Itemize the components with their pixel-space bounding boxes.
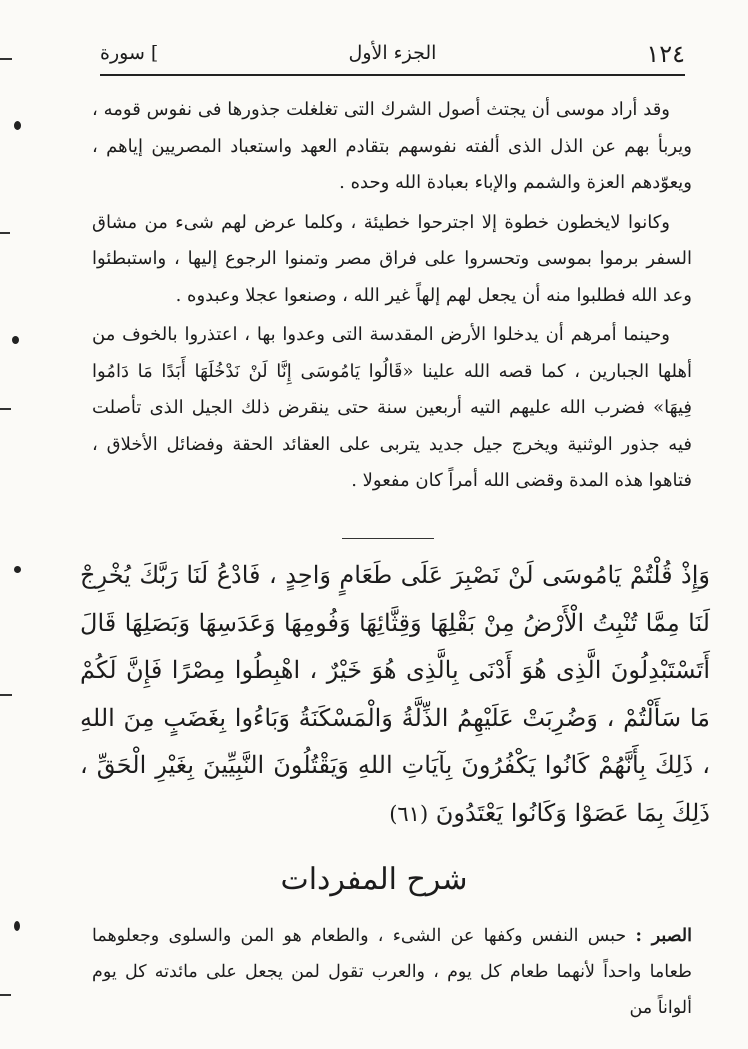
header-rule [100, 74, 685, 76]
scan-speck [14, 121, 21, 130]
commentary-paragraph-3: وحينما أمرهم أن يدخلوا الأرض المقدسة التى وعدوا بها ، اعتذروا بالخوف من أهلها الجبارين ، كما قصه الله علينا «قَالُوا يَامُوسَى إِنَّا لَنْ نَدْخُلَهَا أَبَدًا مَا دَامُوا فِيهَا» فضرب الله عليهم التيه أربعين سنة حتى ينقرض ذلك الجيل الذى تأصلت فيه جذور الوثنية ويخرج جيل جديد يتربى على العقائد الحقة وفضائل الأخلاق ، فتاهوا هذه المدة وقضى الله أمراً كان مفعولا . [92, 324, 692, 491]
scan-speck [14, 566, 21, 573]
verse-text: وَإِذْ قُلْتُمْ يَامُوسَى لَنْ نَصْبِرَ عَلَى طَعَامٍ وَاحِدٍ ، فَادْعُ لَنَا رَبَّكَ يُخْرِجْ لَنَا مِمَّا تُنْبِتُ الْأَرْضُ مِنْ بَقْلِهَا وَقِثَّائِهَا وَفُومِهَا وَعَدَسِهَا وَبَصَلِهَا قَالَ أَتَسْتَبْدِلُونَ الَّذِى هُوَ أَدْنَى بِالَّذِى هُوَ خَيْرٌ ، اهْبِطُوا مِصْرًا فَإِنَّ لَكُمْ مَا سَأَلْتُمْ ، وَضُرِبَتْ عَلَيْهِمُ الذِّلَّةُ وَالْمَسْكَنَةُ وَبَاءُوا بِغَضَبٍ مِنَ اللهِ ، ذَلِكَ بِأَنَّهُمْ كَانُوا يَكْفُرُونَ بِآيَاتِ اللهِ وَيَقْتُلُونَ النَّبِيِّينَ بِغَيْرِ الْحَقِّ ، ذَلِكَ بِمَا عَصَوْا وَكَانُوا يَعْتَدُونَ [80, 561, 710, 827]
definitions-text [92, 918, 692, 1026]
definition-term: الصبر : [635, 926, 693, 946]
scan-mark [0, 994, 11, 996]
commentary-paragraph-2: وكانوا لايخطون خطوة إلا اجترحوا خطيئة ، وكلما عرض لهم شىء من مشاق السفر برموا بموسى وتحسروا على فراق مصر وتمنوا الرجوع إليها ، واستبطئوا وعد الله فطلبوا منه أن يجعل لهم إلهاً غير الله ، وصنعوا عجلا وعبدوه . [92, 211, 692, 306]
scan-mark [0, 694, 12, 696]
scan-speck [12, 336, 19, 344]
quran-verse [80, 552, 710, 838]
commentary-text [92, 92, 692, 500]
section-divider [342, 538, 434, 539]
definition-body: حبس النفس وكفها عن الشىء ، والطعام هو المن والسلوى وجعلوهما طعاما واحداً لأنهما طعام كل يوم ، والعرب تقول لمن يجعل على مائدته كل يوم ألواناً من [92, 926, 692, 1018]
scan-mark [0, 408, 11, 410]
page-header [100, 38, 685, 78]
surah-label: سورة [ [100, 42, 159, 64]
section-title: شرح المفردات [280, 862, 468, 897]
commentary-paragraph-1: وقد أراد موسى أن يجتث أصول الشرك التى تغلغلت جذورها فى نفوس قومه ، ويربأ بهم عن الذل الذى ألفته نفوسهم بتقادم العهد واستعباد المصريين إياهم ، ويعوّدهم العزة والشمم والإباء بعبادة الله وحده . [92, 99, 692, 193]
scan-speck [14, 921, 20, 931]
surah-label-text: سورة [100, 42, 145, 64]
scan-mark [0, 232, 10, 234]
page-number: ١٢٤ [646, 40, 685, 68]
running-title: الجزء الأول [348, 42, 437, 64]
scan-mark [0, 58, 12, 60]
ayah-number: (٦١) [389, 801, 429, 826]
